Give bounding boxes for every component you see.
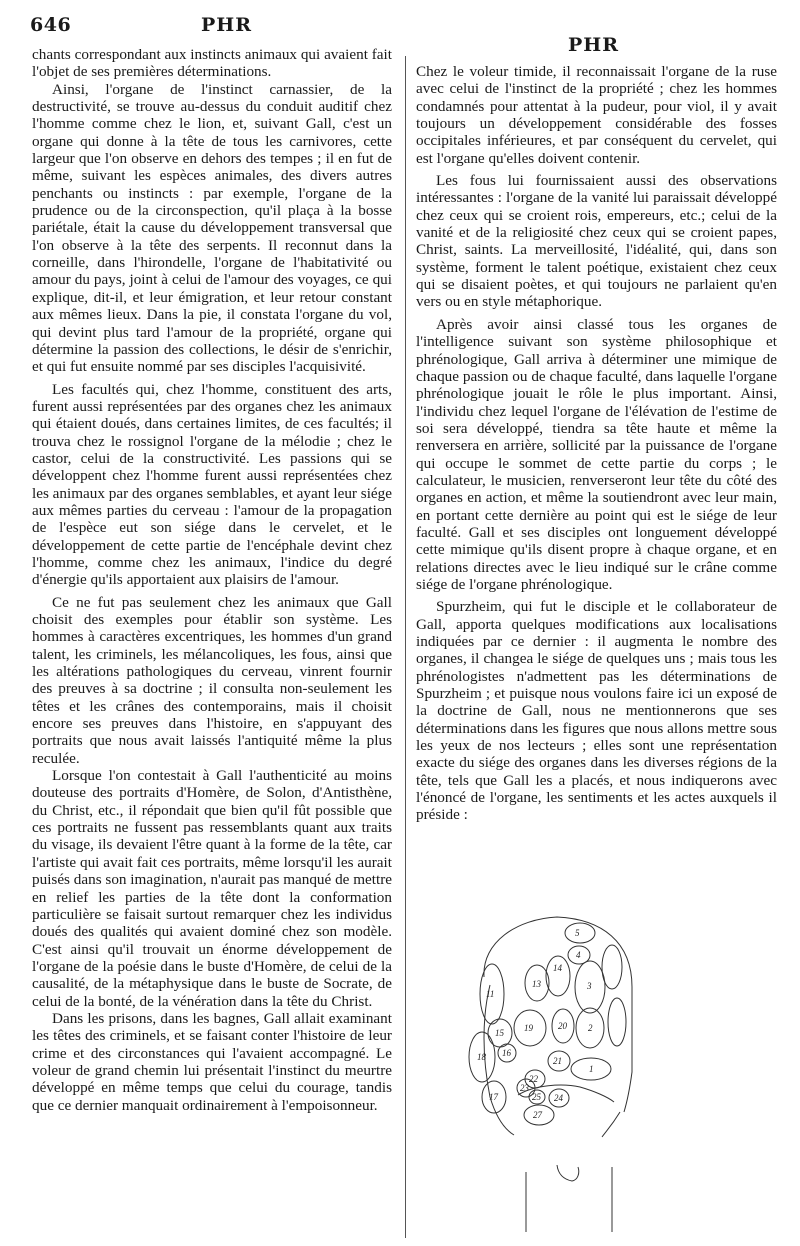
- region-label: 3: [587, 981, 592, 991]
- region-label: 5: [575, 928, 580, 938]
- running-head-right: PHR: [568, 34, 620, 56]
- organ-region: [602, 945, 622, 989]
- region-label: 19: [524, 1023, 533, 1033]
- paragraph: Les facultés qui, chez l'homme, constituent des arts, furent aussi représentées par des organes chez les animaux qui étaient doués, dans certaines limites, de ces facultés; il trouva chez le rossignol l'organe de la mélodie ; chez le castor, celui de la constructivité. Les passions qui se développent chez l'homme furent aussi représentées chez les animaux par des organes semblables, et ayant leur siége aux mêmes parties du cerveau : l'amour de la propagation de l'espèce eut son siége dans le cervelet, et le développement de cette partie de l'encéphale devint chez l'homme, comme chez les animaux, l'indice du degré d'énergie qu'ils apportaient aux plaisirs de l'amour.: [32, 380, 392, 589]
- left-column: [32, 46, 392, 1114]
- running-head-left: PHR: [201, 14, 253, 36]
- organ-region: [546, 956, 570, 996]
- paragraph: Dans les prisons, dans les bagnes, Gall allait examinant les têtes des criminels, et se faisant conter l'histoire de leur crime et des circonstances qui l'avaient accompagné. Le voleur de grand chemin lui présentait l'instinct du meurtre développé en même temps que celui du courage, tandis que ce dernier manquait ordinairement à l'empoisonneur.: [32, 1009, 392, 1114]
- region-label: 15: [495, 1028, 504, 1038]
- region-label: 4: [576, 950, 581, 960]
- region-label: 16: [502, 1048, 511, 1058]
- region-label: 23: [520, 1083, 529, 1093]
- region-label: 21: [553, 1056, 562, 1066]
- region-label: 11: [486, 989, 495, 999]
- region-label: 17: [489, 1092, 498, 1102]
- paragraph: Ainsi, l'organe de l'instinct carnassier, de la destructivité, se trouve au-dessus du conduit auditif chez l'homme comme chez le lion, et, suivant Gall, c'est un organe qui donne à la tête de tous les carnivores, cette largeur que l'on observe en dehors des tempes ; il en fut de même, suivant les espèces animales, des divers autres penchants ou instincts : par exemple, l'organe de la prudence ou de la circonspection, qu'il plaça à la bosse pariétale, était la cause du développement transversal que l'on observe à la tête des serpents. Il reconnut dans la corneille, dans l'hirondelle, l'organe de l'habitativité ou amour du pays, joint à celui de l'amour des voyages, ce qui explique, dit-il, et leur émigration, et leur retour constant aux mêmes lieux. Dans la pie, il constata l'organe du vol, qui devint plus tard l'amour de la propriété, organe qui détermine la passion des collections, le désir de s'enrichir, et qui fut ensuite nommé par ses disciples l'acquisivité.: [32, 80, 392, 376]
- region-label: 2: [588, 1023, 593, 1033]
- paragraph: chants correspondant aux instincts animaux qui avaient fait l'objet de ses premières déterminations.: [32, 46, 392, 81]
- region-label: 24: [554, 1093, 563, 1103]
- column-divider: [405, 56, 406, 1238]
- paragraph: Chez le voleur timide, il reconnaissait l'organe de la ruse avec celui de l'instinct de la propriété ; chez les hommes condamnés pour attentat à la pudeur, pour viol, il y avait toujours un développement considérable des fosses occipitales inférieures, et par conséquent du cervelet, qui est l'organe qu'elles doivent contenir.: [416, 63, 777, 167]
- organ-region: [565, 923, 595, 943]
- right-column: [416, 63, 777, 824]
- paragraph: Ce ne fut pas seulement chez les animaux que Gall choisit des exemples pour établir son système. Les hommes à caractères excentriques, les hommes d'un grand talent, les criminels, les mélancoliques, les fous, ainsi que les altérations pathologiques du cerveau, vinrent fournir des preuves à sa doctrine ; il consulta non-seulement les têtes et les crânes des contemporains, mais il choisit encore ses preuves dans l'histoire, en s'appuyant des portraits que nous avait laissés l'antiquité même la plus reculée.: [32, 593, 392, 767]
- phrenology-head-figure: [462, 897, 642, 1232]
- region-label: 20: [558, 1021, 567, 1031]
- paragraph: Spurzheim, qui fut le disciple et le collaborateur de Gall, apporta quelques modifications aux localisations indiquées par ce dernier : il augmenta le nombre des organes, il changea le siége de quelques uns ; mais tous les phrénologistes n'admettent pas les déterminations de Spurzheim ; et puisque nous voulons faire ici un exposé de la doctrine de Gall, nous ne mentionnerons que ses déterminations dans les figures que nous allons mettre sous les yeux de nos lecteurs ; elles sont une représentation exacte du siége des organes dans les diverses régions de la tête, tels que Gall les a placés, et nous indiquerons avec l'énoncé de l'organe, les sentiments et les actes auxquels il préside :: [416, 598, 777, 824]
- region-label: 13: [532, 979, 541, 989]
- page-number: 646: [30, 14, 72, 36]
- chin-outline: [557, 1165, 579, 1181]
- region-label: 1: [589, 1064, 594, 1074]
- region-label: 22: [529, 1074, 538, 1084]
- region-label: 27: [533, 1110, 542, 1120]
- paragraph: Les fous lui fournissaient aussi des observations intéressantes : l'organe de la vanité lui paraissait développé chez ceux qui se croient rois, empereurs, etc.; celui de la vanité et de la religiosité chez ceux qui se croient papes, Christ, saints. La merveillosité, l'idéalité, qui, dans son système, forment le talent poétique, existaient chez ceux qui se disaient poètes, et qui toujours ne parlaient qu'en vers ou en style métaphorique.: [416, 172, 777, 311]
- paragraph: Après avoir ainsi classé tous les organes de l'intelligence suivant son système philosophique et phrénologique, Gall arriva à déterminer une mimique de chaque passion ou de chaque faculté, dans laquelle l'organe phrénologique jouait le rôle le plus important. Ainsi, l'individu chez lequel l'organe de l'élévation de l'estime de soi sera développé, tiendra sa tête haute et même la renversera en arrière, sollicité par la puissance de l'organe qui occupe le sommet de cette partie du corps ; le calculateur, le musicien, renverseront leur tête du côté des organes en action, et même la soutiendront avec leur main, en portant cette dernière au point qui est le siége de leur faculté. Gall et ses disciples ont longuement développé cette mimique qu'ils disent propre à chaque organe, et en relations directes avec le lieu indiqué sur le crâne comme siége de l'organe phrénologique.: [416, 315, 777, 593]
- skull-outline: [484, 917, 632, 1112]
- region-label: 25: [532, 1092, 541, 1102]
- region-label: 18: [477, 1052, 486, 1062]
- region-label: 14: [553, 963, 562, 973]
- face-right-outline: [602, 1112, 620, 1137]
- paragraph: Lorsque l'on contestait à Gall l'authenticité au moins douteuse des portraits d'Homère, de Solon, d'Antisthène, du Christ, etc., il répondait que bien qu'il fût possible que ces portraits ne fussent pas ressemblants quant aux traits du visage, ils devaient l'être quant à la forme de la tête, car l'artiste qui avait fait ces portraits, même lorsqu'il les aurait puisés dans son imagination, n'aurait pas manqué de mettre en relief les parties de la tête dont la conformation particulière se faisait surtout remarquer chez les individus doués des qualités qui avaient dominé chez son modèle. C'est ainsi qu'il trouvait un énorme développement de l'organe de la poésie dans le buste d'Homère, de celui de la causalité, de la métaphysique dans le buste de Socrate, de celui de la bonté, de la vénération dans la tête du Christ.: [32, 767, 392, 1010]
- organ-region: [608, 998, 626, 1046]
- face-left-outline: [484, 985, 514, 1135]
